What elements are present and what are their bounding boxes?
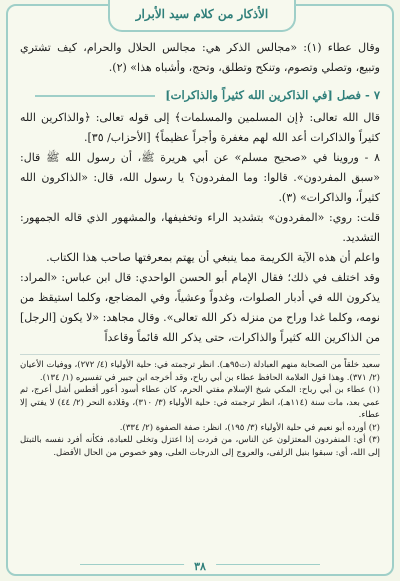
footnote-2: (٢) أورده أبو نعيم في حلية الأولياء (٣/ ١٩٥)، انظر: صفة الصفوة (٢/ ٣٣٤). [119,422,380,433]
page-content [20,38,380,551]
footnote-3: (٣) أي: المنفردون المعتزلون عن الناس، من فردت إذا اعتزل وتخلى للعبادة، فكأنه أفرد نفسه بالتبتل إلى الله، أي: سبقوا بنيل الزلفى، والعروج إلى الدرجات العلى، وهو خصوص من الحال الأفضل. [20,435,380,458]
paragraph-opinions: وقد اختلف في ذلك؛ فقال الإمام أبو الحسن الواحدي: قال ابن عباس: «المراد: يذكرون الله في أدبار الصلوات، وغدواً وعشياً، وفي المضاجع، وكلما استيقظ من نومه، وكلما غدا وراح من منزله ذكر الله تعالى». وقال مجاهد: «لا يكون [الرجل] من الذاكرين الله كثيراً والذاكرات، حتى يذكر الله قائماً وقاعداً [20,271,380,344]
header-title: الأذكار من كلام سيد الأبرار [135,7,269,21]
paragraph-hadith: ٨ - وروينا في «صحيح مسلم» عن أبي هريرة ﷺ، أن رسول الله ﷺ قال: «سبق المفردون». قالوا: وما المفردون؟ يا رسول الله، قال: «الذاكرون الله كثيراً، والذاكرات» (٣). [20,151,380,204]
page-number: ٣٨ [184,560,216,573]
paragraph-quran-verse: قال الله تعالى: ﴿إن المسلمين والمسلمات﴾ إلى قوله تعالى: ﴿والذاكرين الله كثيراً والذاكرات أعد الله لهم مغفرة وأجراً عظيماً﴾ [الأحزاب/ ٣٥]. [20,111,380,144]
paragraph-note: قلت: روي: «المفردون» بتشديد الراء وتخفيفها، والمشهور الذي قاله الجمهور: التشديد. [20,211,380,244]
footnotes [20,354,380,459]
section-heading [20,86,380,104]
footnote-1: (١) عطاء بن أبي رباح: المكي شيخ الإسلام مفتي الحرم، كان عطاء أسود أعور أفطس أشل أعرج، ثم عمي بعد، مات سنة (١١٤هـ)، انظر ترجمته في: حلية الأولياء (٣/ ٣١٠)، وقلادة النحر (٢/ ٤٤) لا يفتي إلا عطاء. [20,385,380,420]
paragraph-know: واعلم أن هذه الآية الكريمة مما ينبغي أن يهتم بمعرفتها صاحب هذا الكتاب. [46,251,380,264]
section-heading-text: ٧ - فصل [في الذاكرين الله كثيراً والذاكرات] [165,88,380,102]
section-heading-line [35,95,155,97]
paragraph-intro: وقال عطاء (١): «مجالس الذكر هي: مجالس الحلال والحرام، كيف تشتري وتبيع، وتصلي وتصوم، وتنكح وتطلق، وتحج، وأشباه هذا» (٢). [20,41,380,74]
page-header [108,0,296,32]
footnote-continued: سعيد خلقاً من الصحابة منهم العبادلة (ت٩٥هـ). انظر ترجمته في: حلية الأولياء (٤/ ٢٧٢)، ووفيات الأعيان (٢/ ٣٧١). وهذا قول العلامة الحافظ عطاء بن أبي رباح، وقد أخرجه ابن جبير في تفسيره (١/ ١٣٤). [19,360,380,383]
